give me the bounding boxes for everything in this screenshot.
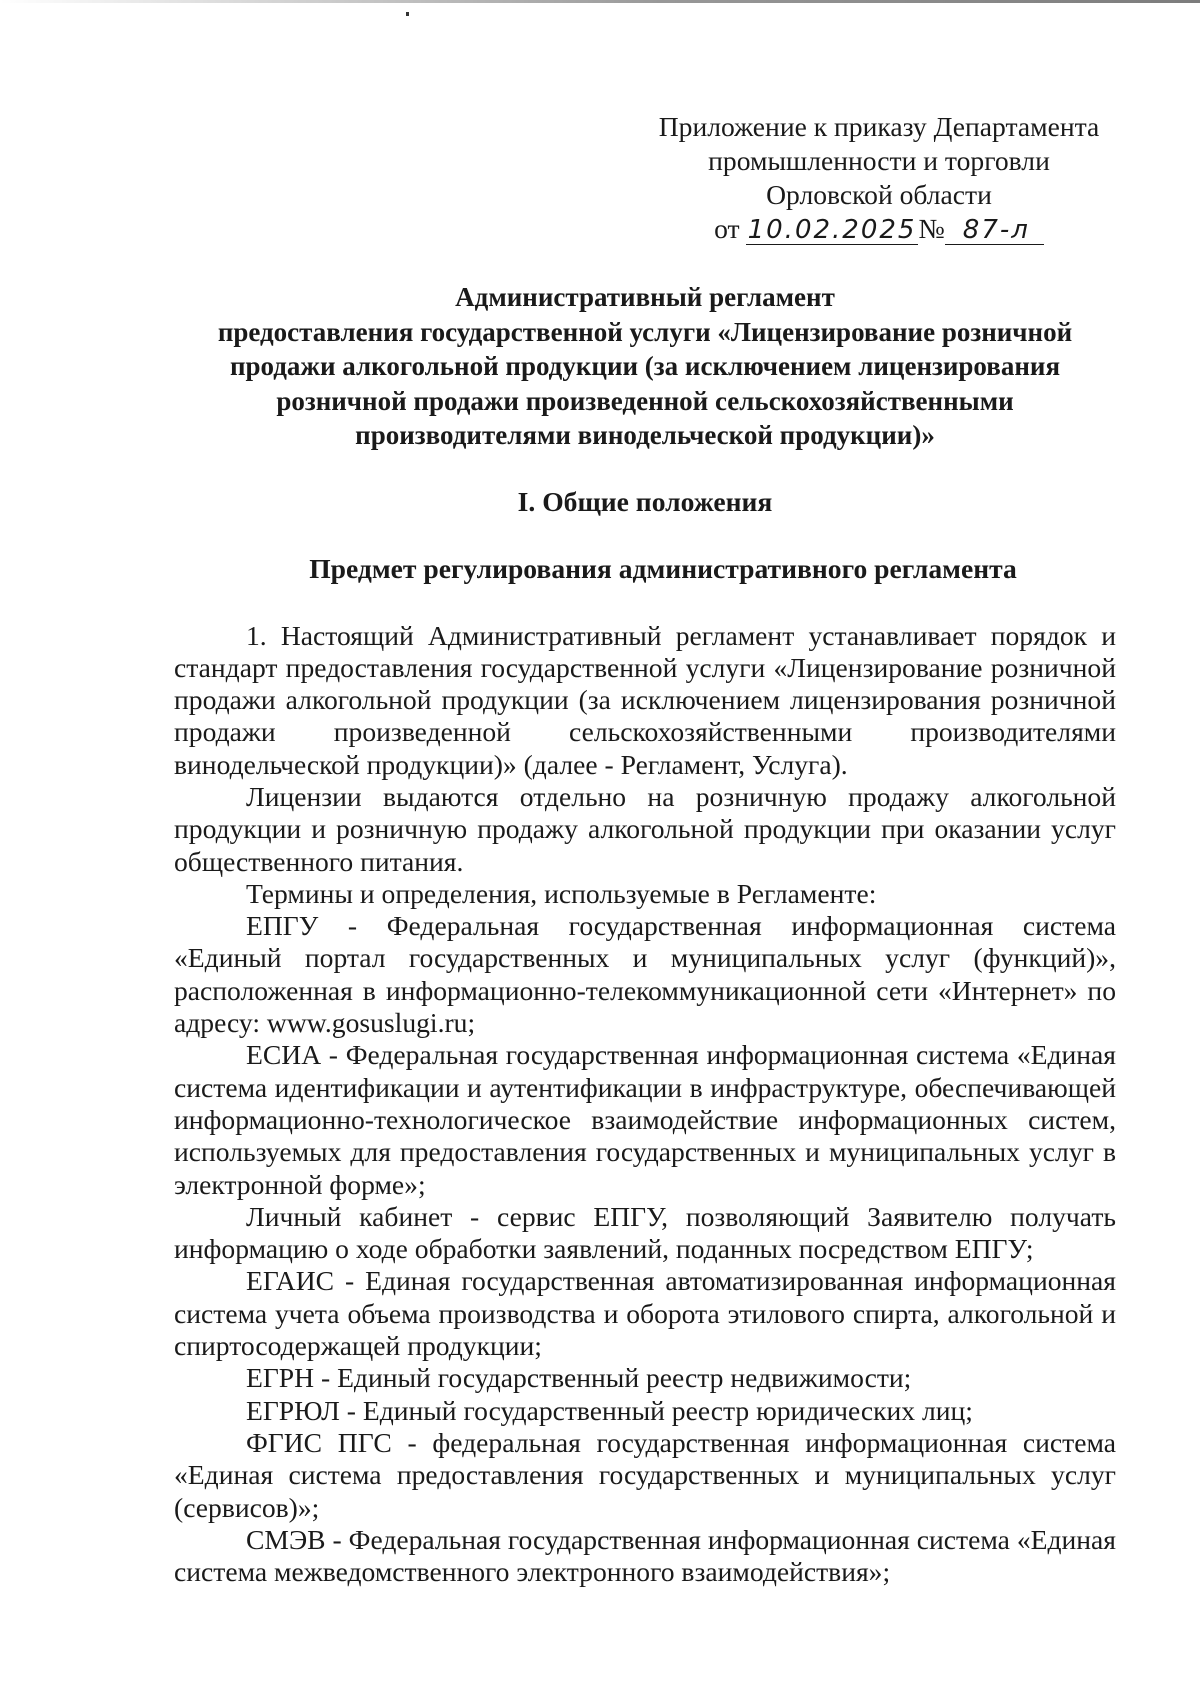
- scan-speck: [406, 12, 409, 16]
- title-line-4: розничной продажи произведенной сельскохозяйственными: [276, 385, 1014, 416]
- scan-top-edge: [0, 0, 1200, 3]
- section-heading: I. Общие положения: [517, 485, 773, 517]
- approval-stamp-block: [644, 110, 1114, 246]
- approval-line-1: Приложение к приказу Департамента: [658, 111, 1100, 142]
- term-egais: ЕГАИС - Единая государственная автоматизированная информационная система учета объема производства и оборота этилового спирта, алкогольной и спиртосодержащей продукции;: [174, 1265, 1116, 1362]
- handwritten-number: 87-л: [945, 216, 1044, 245]
- term-fgis-pgs: ФГИС ПГС - федеральная государственная информационная система «Единая система предоставления государственных и муниципальных услуг (сервисов)»;: [174, 1426, 1116, 1523]
- approval-date-number-line: [644, 212, 1114, 246]
- document-page: [174, 110, 1116, 1588]
- number-sign: №: [918, 213, 945, 244]
- title-line-1: Административный регламент: [455, 282, 835, 312]
- paragraph-1: 1. Настоящий Административный регламент устанавливает порядок и стандарт предоставления государственной услуги «Лицензирование розничной продажи алкогольной продукции (за исключением лицензирования розничной продажи произведенной сельскохозяйственными производителями винодельческой продукции)» (далее - Регламент, Услуга).: [174, 619, 1116, 780]
- document-body: [174, 620, 1116, 1589]
- title-line-3: продажи алкогольной продукции (за исключением лицензирования: [229, 351, 1061, 381]
- paragraph-3: Термины и определения, используемые в Регламенте:: [246, 877, 877, 909]
- subsection-heading: Предмет регулирования административного регламента: [309, 552, 1017, 584]
- approval-line-3: Орловской области: [766, 179, 992, 210]
- approval-line-2: промышленности и торговли: [708, 145, 1050, 176]
- title-line-5: производителями винодельческой продукции)»: [355, 420, 935, 450]
- term-esia: ЕСИА - Федеральная государственная информационная система «Единая система идентификации и аутентификации в инфраструктуре, обеспечивающей информационно-технологическое взаимодействие информационных систем, используемых для предоставления государственных и муниципальных услуг в электронной форме»;: [174, 1039, 1116, 1200]
- term-smev: СМЭВ - Федеральная государственная информационная система «Единая система межведомственного электронного взаимодействия»;: [174, 1523, 1116, 1588]
- term-personal-cabinet: Личный кабинет - сервис ЕПГУ, позволяющий Заявителю получать информацию о ходе обработки заявлений, поданных посредством ЕПГУ;: [174, 1200, 1116, 1265]
- handwritten-date: 10.02.2025: [747, 215, 917, 245]
- document-title: [174, 280, 1116, 453]
- paragraph-2: Лицензии выдаются отдельно на розничную продажу алкогольной продукции и розничную продажу алкогольной продукции при оказании услуг общественного питания.: [174, 780, 1116, 877]
- date-prefix: от: [714, 213, 740, 244]
- term-egrn: ЕГРН - Единый государственный реестр недвижимости;: [246, 1362, 912, 1394]
- title-line-2: предоставления государственной услуги «Лицензирование розничной: [217, 316, 1073, 347]
- term-epgu: ЕПГУ - Федеральная государственная информационная система «Единый портал государственных и муниципальных услуг (функций)», расположенная в информационно-телекоммуникационной сети «Интернет» по адресу: www.gosuslugi.ru;: [174, 910, 1116, 1039]
- term-egrul: ЕГРЮЛ - Единый государственный реестр юридических лиц;: [246, 1394, 973, 1426]
